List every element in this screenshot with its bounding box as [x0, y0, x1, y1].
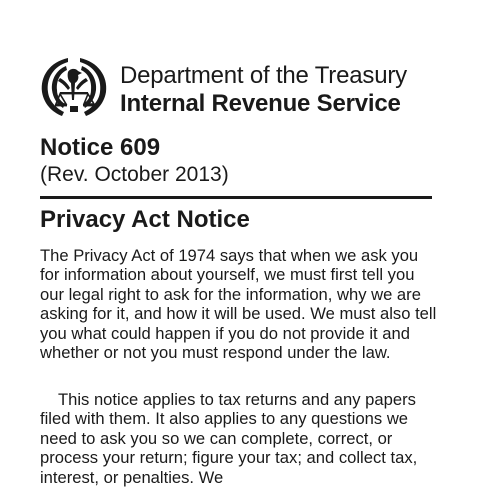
- notice-number: Notice 609: [40, 134, 161, 161]
- irs-eagle-logo-icon: [38, 56, 110, 118]
- agency-name: Internal Revenue Service: [120, 90, 401, 117]
- page-title: Privacy Act Notice: [40, 206, 250, 233]
- department-name: Department of the Treasury: [120, 62, 407, 89]
- body-paragraph: This notice applies to tax returns and any papers filed with them. It also applies to any questions we need to ask you so we can complete, correct, or process your return; figure your tax; and collect tax, interest, or penalties. We: [40, 390, 418, 487]
- revision-date: (Rev. October 2013): [40, 163, 229, 186]
- divider-rule: [40, 196, 432, 199]
- body-paragraph: The Privacy Act of 1974 says that when we ask you for information about yourself, we must first tell you our legal right to ask for the information, why we are asking for it, and how it will be used. We must also tell you what could happen if you do not provide it and whether or not you must respond under the law.: [40, 246, 437, 363]
- letterhead: [38, 56, 438, 118]
